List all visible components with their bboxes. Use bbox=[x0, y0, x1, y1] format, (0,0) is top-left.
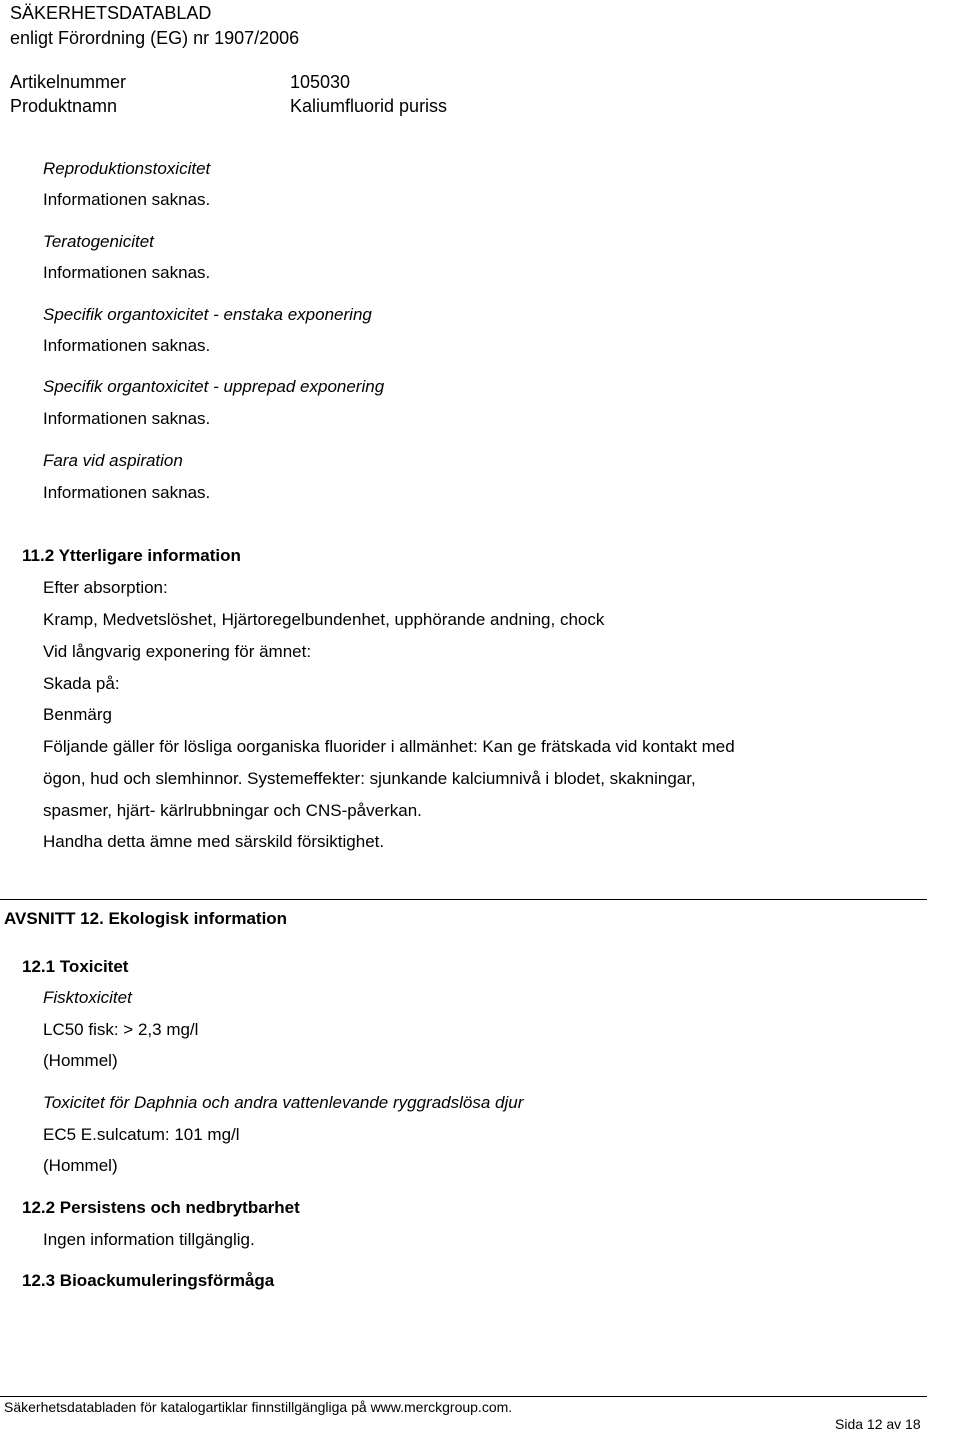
stot-repeated-text: Informationen saknas. bbox=[43, 409, 211, 428]
info-line: Kramp, Medvetslöshet, Hjärtoregelbundenhet, upphörande andning, chock bbox=[43, 610, 605, 629]
info-line: ögon, hud och slemhinnor. Systemeffekter: sjunkande kalciumnivå i blodet, skakningar, bbox=[43, 769, 696, 788]
info-line: Efter absorption: bbox=[43, 578, 168, 597]
reproductive-toxicity-text: Informationen saknas. bbox=[43, 190, 211, 209]
info-line: Följande gäller för lösliga oorganiska fluorider i allmänhet: Kan ge frätskada vid kontakt med bbox=[43, 737, 735, 756]
stot-single-text: Informationen saknas. bbox=[43, 336, 211, 355]
section-11-2-heading: 11.2 Ytterligare information bbox=[22, 546, 241, 565]
fish-toxicity-source: (Hommel) bbox=[43, 1051, 118, 1070]
reproductive-toxicity-heading: Reproduktionstoxicitet bbox=[43, 159, 211, 178]
page-number: Sida 12 av 18 bbox=[835, 1416, 921, 1432]
daphnia-toxicity-heading: Toxicitet för Daphnia och andra vattenlevande ryggradslösa djur bbox=[43, 1093, 524, 1112]
fish-toxicity-value: LC50 fisk: > 2,3 mg/l bbox=[43, 1020, 199, 1039]
aspiration-heading: Fara vid aspiration bbox=[43, 451, 183, 470]
teratogenicity-text: Informationen saknas. bbox=[43, 263, 211, 282]
info-line: spasmer, hjärt- kärlrubbningar och CNS-påverkan. bbox=[43, 801, 422, 820]
section-divider bbox=[0, 899, 927, 900]
info-line: Vid långvarig exponering för ämnet: bbox=[43, 642, 312, 661]
footer-divider bbox=[0, 1396, 927, 1397]
daphnia-toxicity-value: EC5 E.sulcatum: 101 mg/l bbox=[43, 1125, 240, 1144]
product-name-value: Kaliumfluorid puriss bbox=[290, 96, 448, 116]
stot-repeated-heading: Specifik organtoxicitet - upprepad exponering bbox=[43, 377, 385, 396]
footer-note: Säkerhetsdatabladen för katalogartiklar finnstillgängliga på www.merckgroup.com. bbox=[4, 1399, 513, 1415]
article-number-label: Artikelnummer bbox=[10, 72, 127, 92]
document-title: SÄKERHETSDATABLAD bbox=[10, 3, 212, 23]
aspiration-text: Informationen saknas. bbox=[43, 483, 211, 502]
info-line: Skada på: bbox=[43, 674, 120, 693]
section-12-3-heading: 12.3 Bioackumuleringsförmåga bbox=[22, 1271, 275, 1290]
info-line: Benmärg bbox=[43, 705, 112, 724]
teratogenicity-heading: Teratogenicitet bbox=[43, 232, 154, 251]
section-12-2-heading: 12.2 Persistens och nedbrytbarhet bbox=[22, 1198, 300, 1217]
product-name-label: Produktnamn bbox=[10, 96, 118, 116]
stot-single-heading: Specifik organtoxicitet - enstaka exponering bbox=[43, 305, 372, 324]
fish-toxicity-heading: Fisktoxicitet bbox=[43, 988, 132, 1007]
section-12-title: AVSNITT 12. Ekologisk information bbox=[4, 909, 288, 928]
persistence-text: Ingen information tillgänglig. bbox=[43, 1230, 255, 1249]
article-number-value: 105030 bbox=[290, 72, 351, 92]
info-line: Handha detta ämne med särskild försiktighet. bbox=[43, 832, 385, 851]
daphnia-toxicity-source: (Hommel) bbox=[43, 1156, 118, 1175]
regulation-line: enligt Förordning (EG) nr 1907/2006 bbox=[10, 28, 300, 48]
section-12-1-heading: 12.1 Toxicitet bbox=[22, 957, 129, 976]
